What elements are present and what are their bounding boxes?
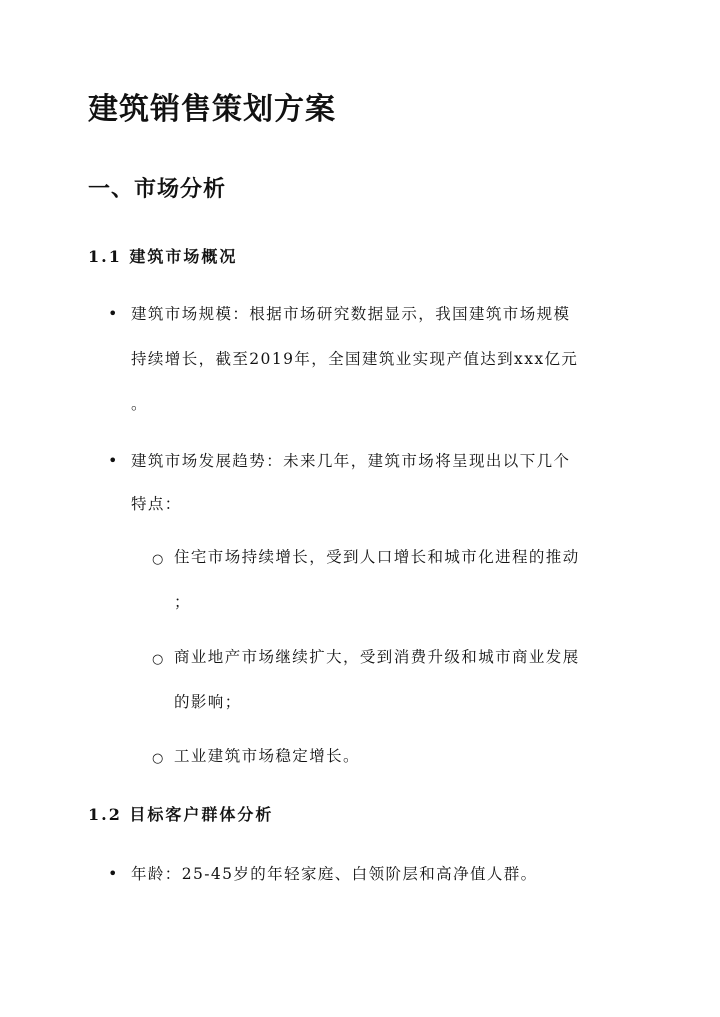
bullet-icon: • <box>108 304 118 323</box>
subsection-heading-target-customers: 1.2 目标客户群体分析 <box>88 805 274 824</box>
circle-bullet-icon: ○ <box>152 751 164 766</box>
bullet-icon: • <box>108 864 118 883</box>
list-item-line: ； <box>174 593 191 611</box>
list-item-line: 建筑市场规模：根据市场研究数据显示，我国建筑市场规模 <box>131 305 571 323</box>
list-item-line: 住宅市场持续增长，受到人口增长和城市化进程的推动 <box>174 548 580 566</box>
list-item-line: 工业建筑市场稳定增长。 <box>174 747 360 765</box>
list-item-line: 持续增长，截至2019年，全国建筑业实现产值达到xxx亿元 <box>131 350 579 368</box>
circle-bullet-icon: ○ <box>152 652 164 667</box>
list-item-line: 年龄：25-45岁的年轻家庭、白领阶层和高净值人群。 <box>131 865 538 883</box>
list-item-line: 。 <box>131 395 148 413</box>
bullet-icon: • <box>108 451 118 470</box>
list-item-line: 建筑市场发展趋势：未来几年，建筑市场将呈现出以下几个 <box>131 452 571 470</box>
circle-bullet-icon: ○ <box>152 552 164 567</box>
section-heading-market-analysis: 一、市场分析 <box>88 176 227 202</box>
document-title: 建筑销售策划方案 <box>88 92 336 127</box>
list-item-line: 特点： <box>131 495 182 513</box>
subsection-heading-market-overview: 1.1 建筑市场概况 <box>88 247 238 266</box>
list-item-line: 商业地产市场继续扩大，受到消费升级和城市商业发展 <box>174 648 580 666</box>
list-item-line: 的影响； <box>174 693 242 711</box>
